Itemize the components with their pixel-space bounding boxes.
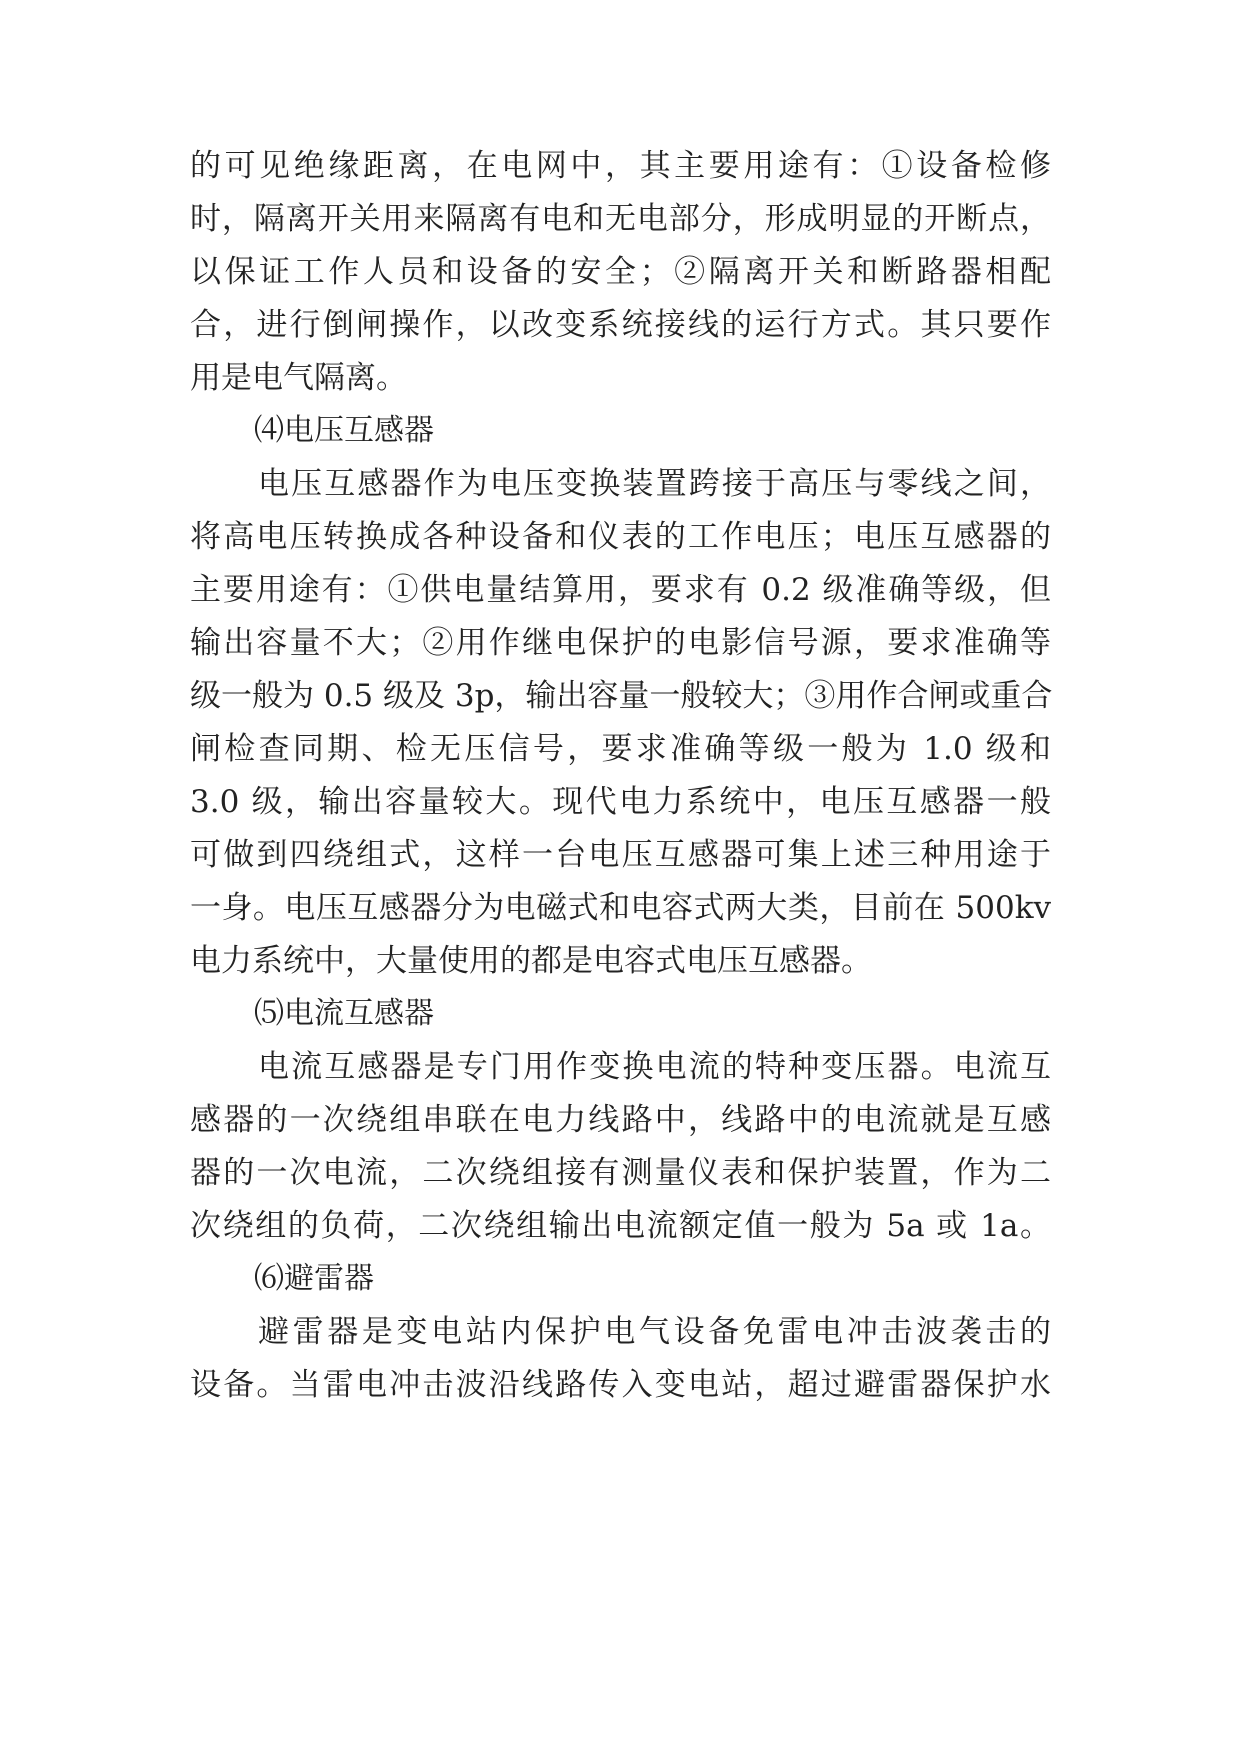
paragraph-line: 避雷器是变电站内保护电气设备免雷电冲击波袭击的 xyxy=(258,1314,1051,1350)
paragraph-line: 设备。当雷电冲击波沿线路传入变电站，超过避雷器保护水 xyxy=(190,1367,1051,1403)
paragraph-line: 一身。电压互感器分为电磁式和电容式两大类，目前在 500kv xyxy=(190,890,1051,926)
paragraph-line: 主要用途有：①供电量结算用，要求有 0.2 级准确等级，但 xyxy=(190,572,1051,608)
paragraph-line: 将高电压转换成各种设备和仪表的工作电压；电压互感器的 xyxy=(190,519,1051,555)
paragraph-line: 用是电气隔离。 xyxy=(190,360,407,396)
paragraph-line: 输出容量不大；②用作继电保护的电影信号源，要求准确等 xyxy=(190,625,1051,661)
paragraph-line: 次绕组的负荷，二次绕组输出电流额定值一般为 5a 或 1a。 xyxy=(190,1208,1051,1244)
section-heading: ⑹避雷器 xyxy=(254,1261,374,1296)
paragraph-line: 电压互感器作为电压变换装置跨接于高压与零线之间， xyxy=(258,466,1051,502)
paragraph-line: 电流互感器是专门用作变换电流的特种变压器。电流互 xyxy=(258,1049,1051,1085)
paragraph-line: 3.0 级，输出容量较大。现代电力系统中，电压互感器一般 xyxy=(190,784,1051,820)
paragraph-line: 的可见绝缘距离，在电网中，其主要用途有：①设备检修 xyxy=(190,148,1051,184)
paragraph-line: 电力系统中，大量使用的都是电容式电压互感器。 xyxy=(190,943,872,979)
paragraph-line: 可做到四绕组式，这样一台电压互感器可集上述三种用途于 xyxy=(190,837,1051,873)
paragraph-line: 器的一次电流，二次绕组接有测量仪表和保护装置，作为二 xyxy=(190,1155,1051,1191)
paragraph-line: 合，进行倒闸操作，以改变系统接线的运行方式。其只要作 xyxy=(190,307,1051,343)
paragraph-line: 以保证工作人员和设备的安全；②隔离开关和断路器相配 xyxy=(190,254,1051,290)
paragraph-line: 时，隔离开关用来隔离有电和无电部分，形成明显的开断点， xyxy=(190,201,1051,237)
paragraph-line: 级一般为 0.5 级及 3p，输出容量一般较大；③用作合闸或重合 xyxy=(190,678,1053,714)
section-heading: ⑸电流互感器 xyxy=(254,996,434,1031)
paragraph-line: 感器的一次绕组串联在电力线路中，线路中的电流就是互感 xyxy=(190,1102,1051,1138)
paragraph-line: 闸检查同期、检无压信号，要求准确等级一般为 1.0 级和 xyxy=(190,731,1051,767)
section-heading: ⑷电压互感器 xyxy=(254,413,434,448)
